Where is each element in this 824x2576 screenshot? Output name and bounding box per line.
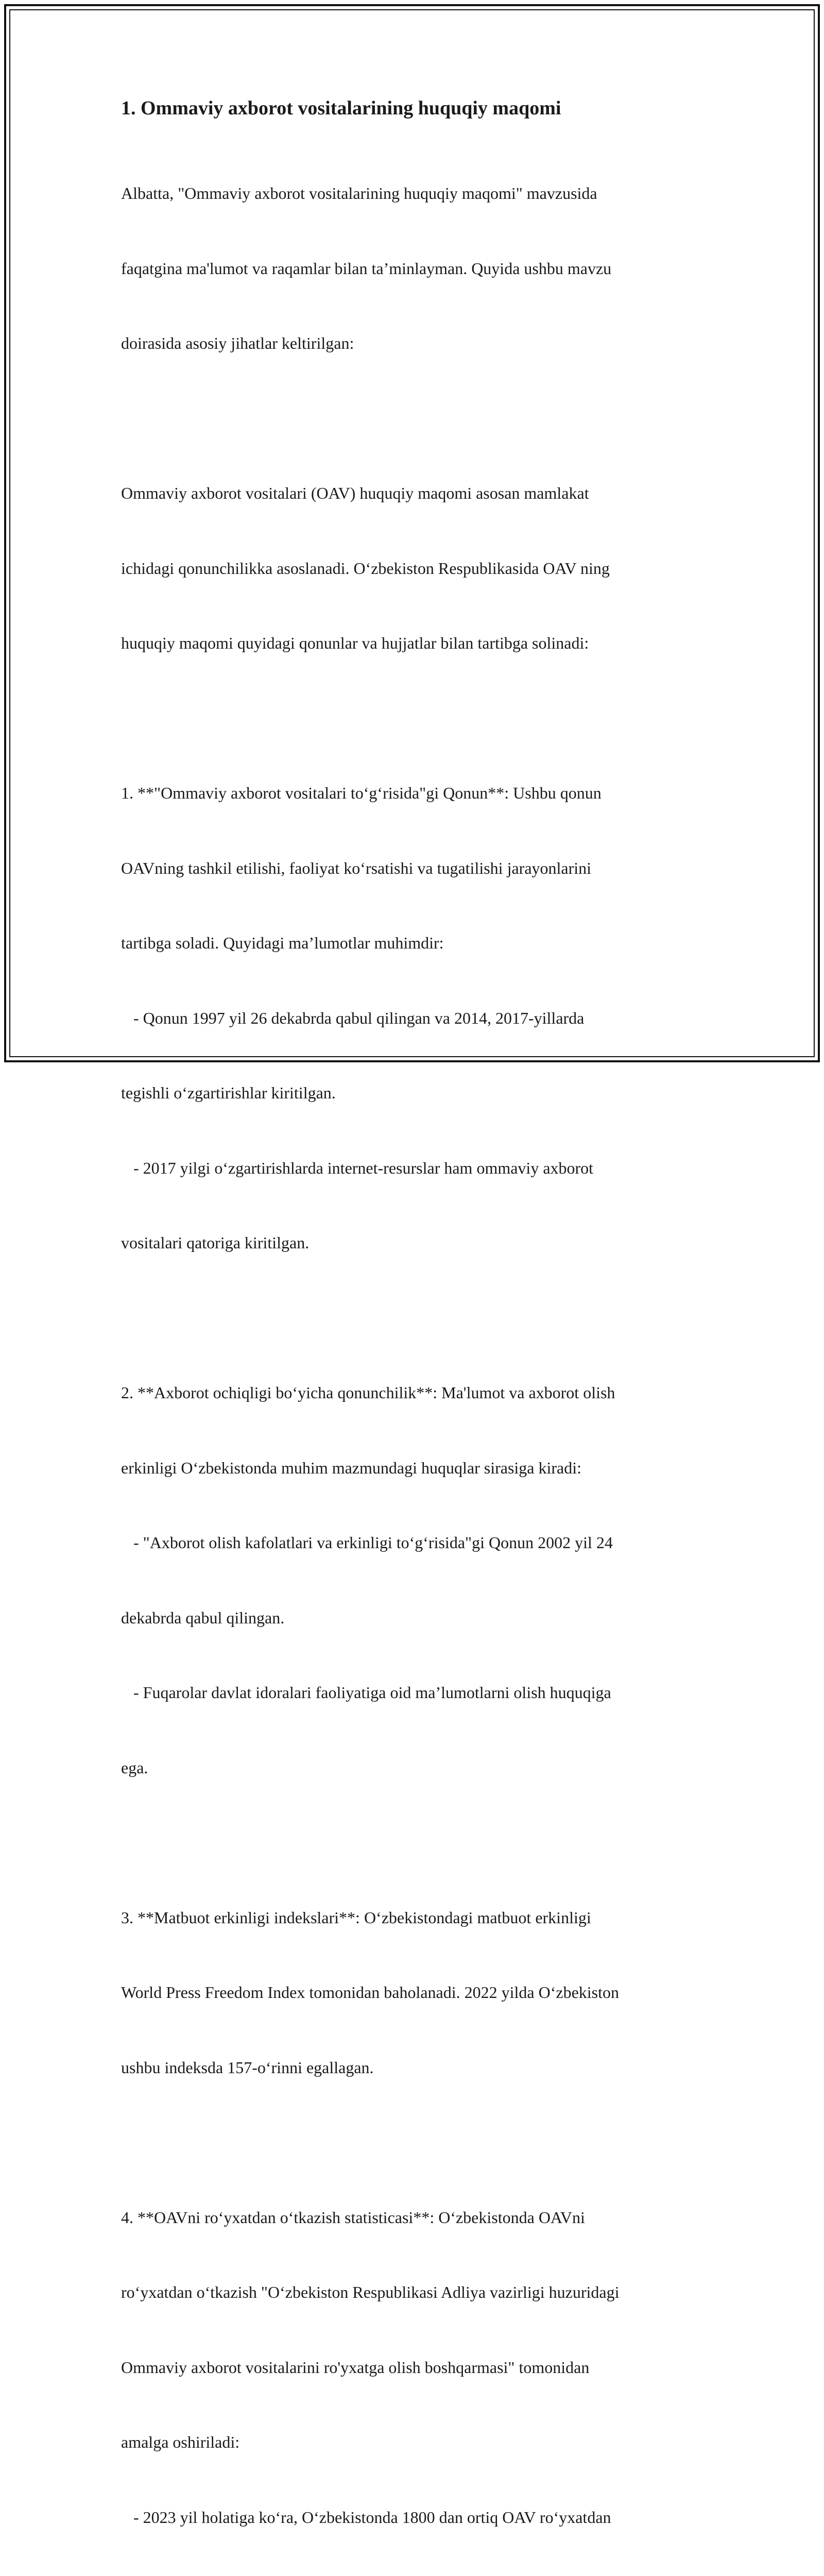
- text-line: vositalari qatoriga kiritilgan.: [121, 1230, 713, 1256]
- text-line: 4. **OAVni ro‘yxatdan o‘tkazish statisticasi**: O‘zbekistonda OAVni: [121, 2205, 713, 2230]
- text-line: Albatta, "Ommaviy axborot vositalarining huquqiy maqomi" mavzusida: [121, 181, 713, 206]
- document-body: [121, 96, 713, 2576]
- text-line: - "Axborot olish kafolatlari va erkinligi to‘g‘risida"gi Qonun 2002 yil 24: [121, 1530, 713, 1555]
- paragraph-item-3: [121, 1855, 713, 2130]
- text-line: - 2023 yil holatiga ko‘ra, O‘zbekistonda 1800 dan ortiq OAV ro‘yxatdan: [121, 2505, 713, 2530]
- document-title: 1. Ommaviy axborot vositalarining huquqiy maqomi: [121, 96, 713, 121]
- paragraph-overview: [121, 431, 713, 706]
- text-line: faqatgina ma'lumot va raqamlar bilan ta’minlayman. Quyida ushbu mavzu: [121, 256, 713, 281]
- text-line: - Fuqarolar davlat idoralari faoliyatiga oid ma’lumotlarni olish huquqiga: [121, 1680, 713, 1705]
- text-line: - Qonun 1997 yil 26 dekabrda qabul qilingan va 2014, 2017-yillarda: [121, 1006, 713, 1031]
- text-line: dekabrda qabul qilingan.: [121, 1605, 713, 1631]
- text-line: erkinligi O‘zbekistonda muhim mazmundagi huquqlar sirasiga kiradi:: [121, 1455, 713, 1481]
- text-line: ichidagi qonunchilikka asoslanadi. O‘zbekiston Respublikasida OAV ning: [121, 556, 713, 581]
- paragraph-item-2: [121, 1330, 713, 1830]
- text-line: Ommaviy axborot vositalarini ro'yxatga olish boshqarmasi" tomonidan: [121, 2355, 713, 2380]
- text-line: ro‘yxatdan o‘tkazish "O‘zbekiston Respublikasi Adliya vazirligi huzuridagi: [121, 2280, 713, 2305]
- text-line: 2. **Axborot ochiqligi bo‘yicha qonunchilik**: Ma'lumot va axborot olish: [121, 1380, 713, 1405]
- text-line: ushbu indeksda 157-o‘rinni egallagan.: [121, 2055, 713, 2080]
- text-line: amalga oshiriladi:: [121, 2430, 713, 2455]
- text-line: tartibga soladi. Quyidagi ma’lumotlar muhimdir:: [121, 930, 713, 956]
- text-line: Ommaviy axborot vositalari (OAV) huquqiy maqomi asosan mamlakat: [121, 481, 713, 506]
- text-line: doirasida asosiy jihatlar keltirilgan:: [121, 331, 713, 356]
- text-line: 3. **Matbuot erkinligi indekslari**: O‘zbekistondagi matbuot erkinligi: [121, 1905, 713, 1930]
- paragraph-item-4: [121, 2155, 713, 2576]
- text-line: - 2017 yilgi o‘zgartirishlarda internet-resurslar ham ommaviy axborot: [121, 1156, 713, 1181]
- text-line: OAVning tashkil etilishi, faoliyat ko‘rsatishi va tugatilishi jarayonlarini: [121, 856, 713, 881]
- paragraph-intro: [121, 131, 713, 406]
- text-line: ega.: [121, 1755, 713, 1781]
- paragraph-item-1: [121, 731, 713, 1306]
- text-line: huquqiy maqomi quyidagi qonunlar va hujjatlar bilan tartibga solinadi:: [121, 631, 713, 656]
- text-line: tegishli o‘zgartirishlar kiritilgan.: [121, 1080, 713, 1106]
- text-line: World Press Freedom Index tomonidan baholanadi. 2022 yilda O‘zbekiston: [121, 1980, 713, 2005]
- text-line: 1. **"Ommaviy axborot vositalari to‘g‘risida"gi Qonun**: Ushbu qonun: [121, 781, 713, 806]
